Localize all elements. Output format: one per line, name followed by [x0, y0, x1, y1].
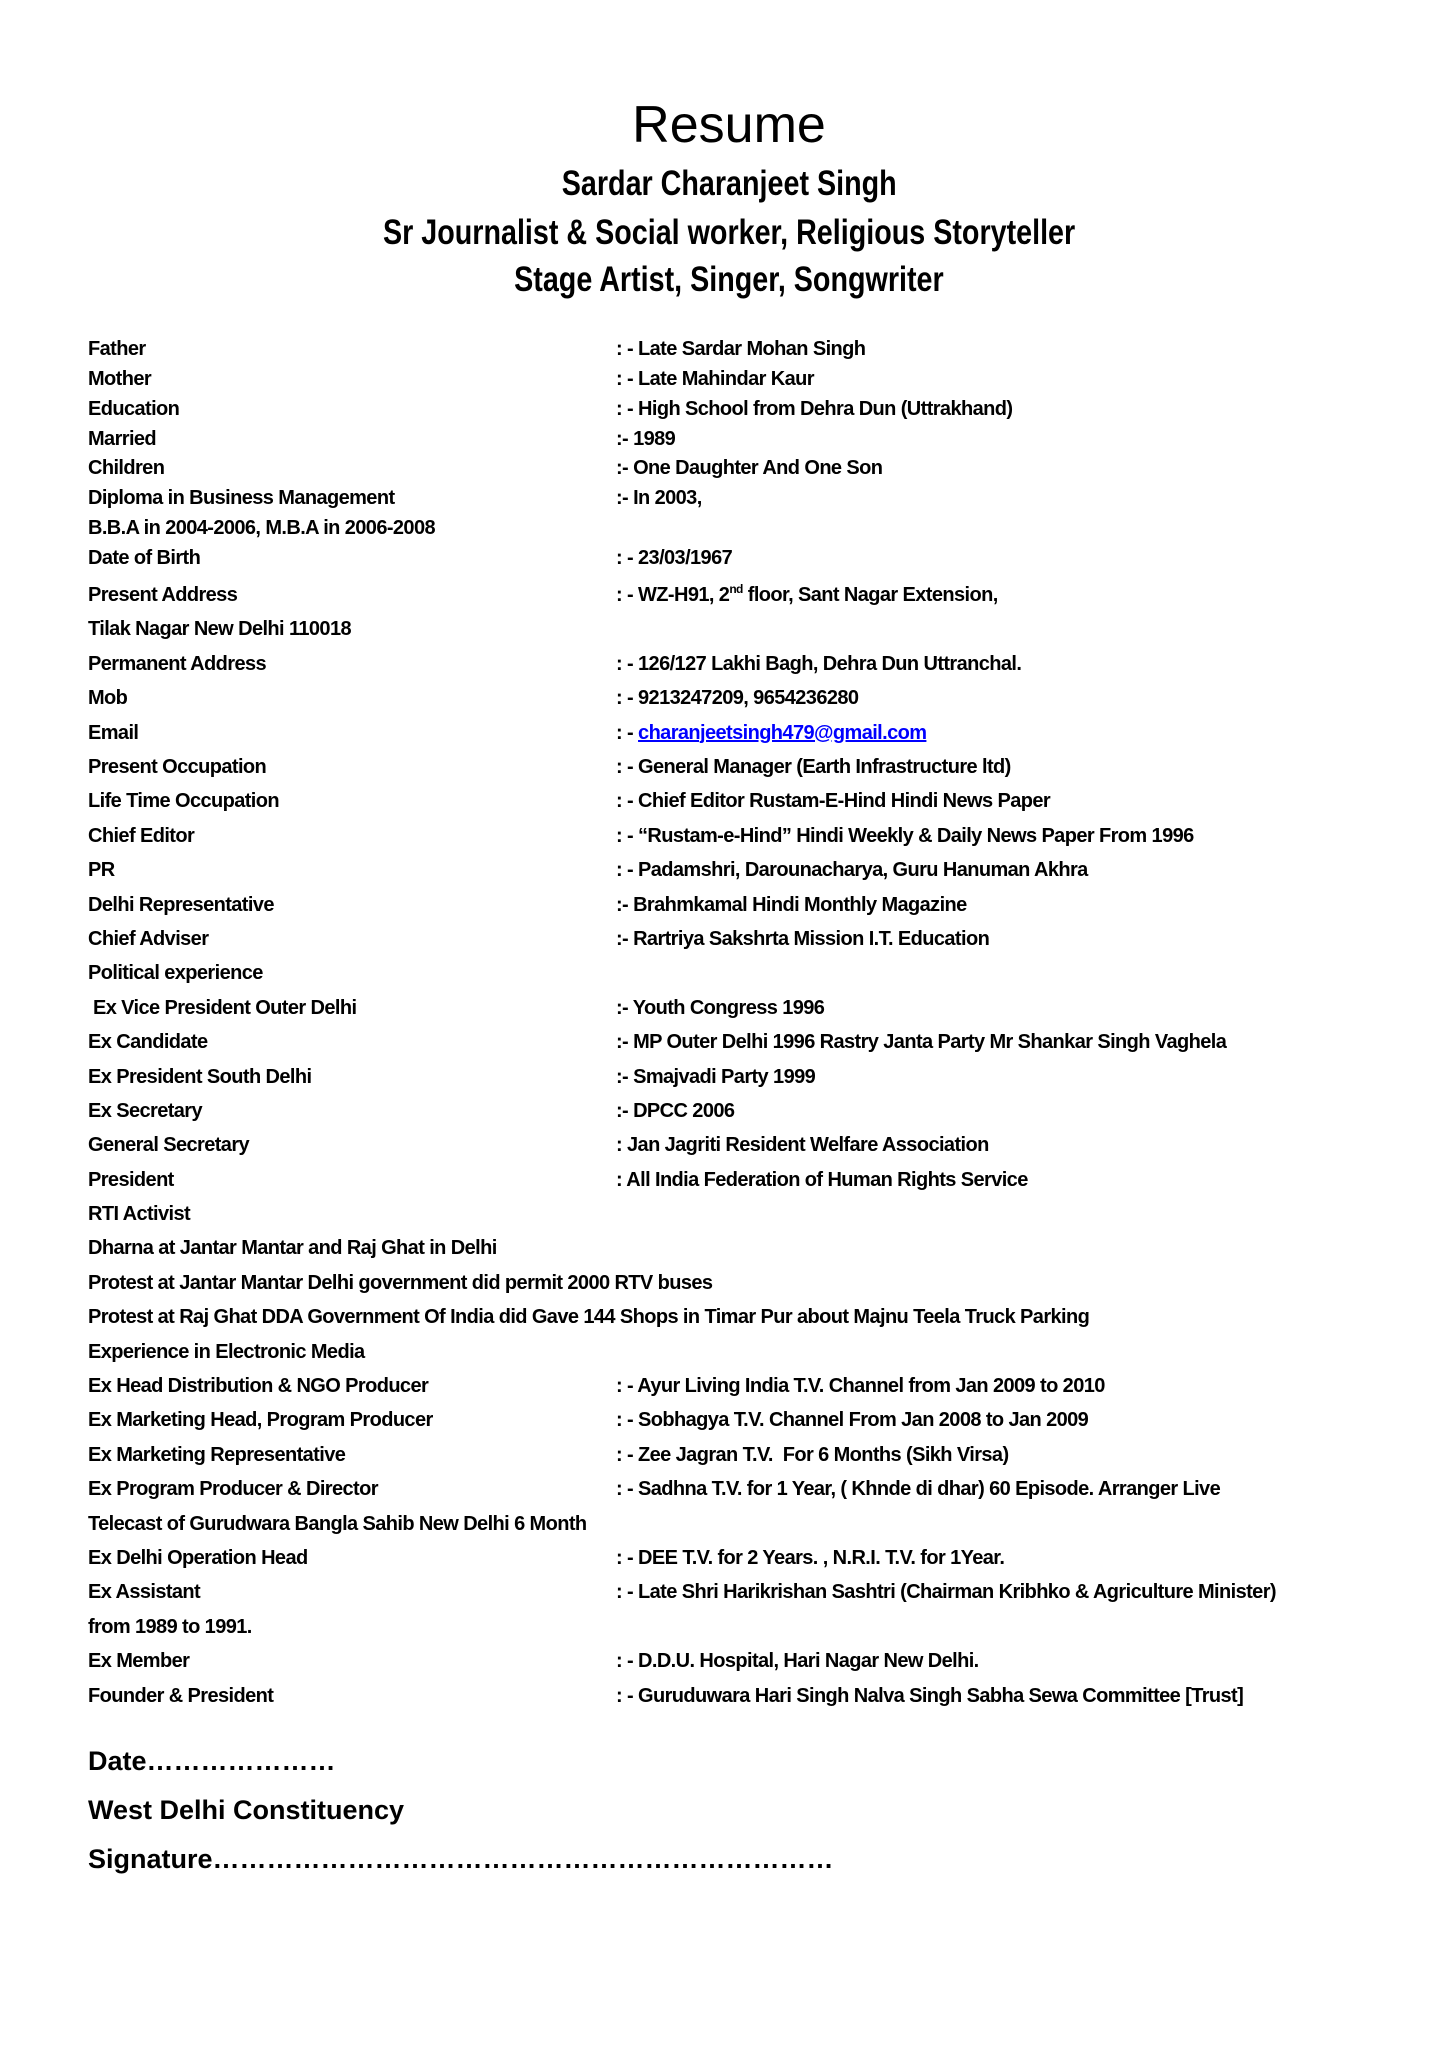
row-value: : - General Manager (Earth Infrastructure ltd) [616, 756, 1011, 778]
row-label: Mother [88, 367, 152, 390]
row-label: Ex Marketing Representative [88, 1443, 346, 1466]
signature-line: Signature…………………………………………………………… [88, 1844, 834, 1874]
row-value: :- DPCC 2006 [616, 1099, 735, 1122]
row-text: Tilak Nagar New Delhi 110018 [88, 618, 351, 641]
row-value: : - DEE T.V. for 2 Years. , N.R.I. T.V. for 1Year. [616, 1546, 1005, 1569]
date-line: Date………………… [88, 1746, 336, 1776]
row-text: Protest at Jantar Mantar Delhi government did permit 2000 RTV buses [88, 1271, 713, 1294]
row-value: :- Rartriya Sakshrta Mission I.T. Education [616, 927, 990, 950]
row-ex-candidate [0, 1029, 1448, 1055]
row-value-text: : - [616, 721, 639, 744]
row-label: Father [88, 337, 146, 360]
row-label: Date of Birth [88, 547, 201, 570]
row-chief-editor [0, 823, 1448, 849]
row-label: Education [88, 397, 180, 420]
row-label: President [88, 1168, 174, 1191]
row-rti-activist [0, 1201, 1448, 1227]
row-label: Chief Editor [88, 824, 195, 847]
resume-title-text: Resume [632, 96, 826, 154]
row-ex-marketing-representative [0, 1442, 1448, 1468]
row-political-experience [0, 960, 1448, 986]
row-father [0, 336, 1448, 362]
row-value: : - Late Shri Harikrishan Sashtri (Chairman Kribhko & Agriculture Minister) [616, 1581, 1276, 1604]
row-label: Diploma in Business Management [88, 487, 395, 510]
row-value: :- One Daughter And One Son [616, 457, 883, 480]
row-label: Permanent Address [88, 652, 267, 675]
row-ex-marketing-head-program-producer [0, 1407, 1448, 1433]
row-value-text-after: floor, Sant Nagar Extension, [742, 584, 998, 606]
row-protest-at-jantar-mantar-delhi-governmen [0, 1270, 1448, 1296]
row-ex-delhi-operation-head [0, 1545, 1448, 1571]
row-president [0, 1167, 1448, 1193]
row-value: : - Late Sardar Mohan Singh [616, 337, 866, 360]
row-value: : - 126/127 Lakhi Bagh, Dehra Dun Uttranchal. [616, 652, 1022, 675]
row-value [616, 582, 998, 608]
row-label: Present Address [88, 584, 238, 606]
row-value: : - Late Mahindar Kaur [616, 367, 814, 390]
row-value: : - Zee Jagran T.V. For 6 Months (Sikh Virsa) [616, 1443, 1009, 1466]
row-education [0, 396, 1448, 422]
row-value: : All India Federation of Human Rights Service [616, 1168, 1028, 1191]
row-label: Founder & President [88, 1684, 274, 1707]
row-text: from 1989 to 1991. [88, 1615, 252, 1638]
row-chief-adviser [0, 926, 1448, 952]
row-text: B.B.A in 2004-2006, M.B.A in 2006-2008 [88, 517, 435, 540]
row-value: : - Chief Editor Rustam-E-Hind Hindi News Paper [616, 790, 1051, 813]
constituency-line: West Delhi Constituency [88, 1795, 405, 1825]
row-value: :- Smajvadi Party 1999 [616, 1065, 816, 1088]
row-value: :- MP Outer Delhi 1996 Rastry Janta Party Mr Shankar Singh Vaghela [616, 1031, 1227, 1054]
person-name [10, 162, 1448, 206]
row-label: Mob [88, 687, 128, 710]
row-text: RTI Activist [88, 1203, 191, 1225]
row-value: : - Sobhagya T.V. Channel From Jan 2008 to Jan 2009 [616, 1409, 1089, 1432]
row-label: Present Occupation [88, 756, 267, 778]
row-label: Ex Assistant [88, 1581, 201, 1604]
row-value: : - Padamshri, Darounacharya, Guru Hanuman Akhra [616, 859, 1088, 882]
row-label: Ex Head Distribution & NGO Producer [88, 1375, 429, 1397]
row-ex-member [0, 1648, 1448, 1674]
row-label: Ex President South Delhi [88, 1065, 312, 1088]
email-link[interactable]: charanjeetsingh479@gmail.com [638, 721, 927, 744]
row-value: :- 1989 [616, 427, 676, 450]
row-label: Children [88, 457, 165, 480]
row-value: : - Guruduwara Hari Singh Nalva Singh Sabha Sewa Committee [Trust] [616, 1684, 1244, 1707]
row-text: Dharna at Jantar Mantar and Raj Ghat in Delhi [88, 1237, 497, 1260]
row-label: General Secretary [88, 1134, 250, 1157]
row-value: :- In 2003, [616, 487, 702, 510]
row-value: : - High School from Dehra Dun (Uttrakhand) [616, 397, 1013, 420]
person-name-text: Sardar Charanjeet Singh [561, 164, 897, 203]
row-ex-vice-president-outer-delhi [0, 995, 1448, 1021]
row-ex-program-producer-director [0, 1476, 1448, 1502]
row-value: : - D.D.U. Hospital, Hari Nagar New Delhi. [616, 1650, 979, 1673]
row-dharna-at-jantar-mantar-and-raj-ghat-in- [0, 1235, 1448, 1261]
row-tilak-nagar-new-delhi-110018 [0, 616, 1448, 642]
row-value: : Jan Jagriti Resident Welfare Association [616, 1134, 989, 1157]
row-label: Life Time Occupation [88, 790, 279, 813]
row-delhi-representative [0, 892, 1448, 918]
row-value [616, 720, 926, 746]
row-label: Ex Delhi Operation Head [88, 1546, 308, 1569]
row-value-text: : - WZ-H91, 2 [616, 584, 730, 606]
row-mother [0, 366, 1448, 392]
profession-line-1-text: Sr Journalist & Social worker, Religious Storyteller [382, 213, 1076, 252]
row-label: Ex Marketing Head, Program Producer [88, 1409, 433, 1432]
row-label: Delhi Representative [88, 893, 274, 916]
row-value: :- Youth Congress 1996 [616, 996, 825, 1019]
row-text: Political experience [88, 962, 263, 985]
row-email [0, 720, 1448, 746]
row-date-of-birth [0, 545, 1448, 571]
row-from-1989-to-1991 [0, 1614, 1448, 1640]
row-protest-at-raj-ghat-dda-government-of-in [0, 1304, 1448, 1330]
row-label: Email [88, 721, 139, 744]
row-present-address [0, 582, 1448, 608]
row-value: : - 23/03/1967 [616, 547, 733, 570]
row-label: Ex Vice President Outer Delhi [88, 996, 357, 1019]
row-value: : - “Rustam-e-Hind” Hindi Weekly & Daily News Paper From 1996 [616, 824, 1194, 847]
row-ex-secretary [0, 1098, 1448, 1124]
row-mob [0, 685, 1448, 711]
profession-line-2 [10, 258, 1448, 302]
row-pr [0, 857, 1448, 883]
row-label: Ex Candidate [88, 1031, 208, 1054]
row-text: Telecast of Gurudwara Bangla Sahib New Delhi 6 Month [88, 1512, 587, 1535]
resume-title [10, 95, 1448, 155]
row-present-occupation [0, 754, 1448, 780]
row-life-time-occupation [0, 788, 1448, 814]
profession-line-2-text: Stage Artist, Singer, Songwriter [514, 260, 944, 299]
row-value: :- Brahmkamal Hindi Monthly Magazine [616, 893, 967, 916]
row-married [0, 426, 1448, 452]
row-general-secretary [0, 1132, 1448, 1158]
row-b-b-a-in-2004-2006-m-b-a-in-2006-2008 [0, 515, 1448, 541]
row-ex-assistant [0, 1579, 1448, 1605]
row-ex-president-south-delhi [0, 1064, 1448, 1090]
row-founder-president [0, 1683, 1448, 1709]
row-label: PR [88, 859, 115, 882]
row-value: : - Ayur Living India T.V. Channel from Jan 2009 to 2010 [616, 1375, 1105, 1397]
row-label: Ex Member [88, 1650, 190, 1673]
row-permanent-address [0, 651, 1448, 677]
row-telecast-of-gurudwara-bangla-sahib-new-d [0, 1511, 1448, 1537]
profession-line-1 [10, 211, 1448, 255]
row-text: Experience in Electronic Media [88, 1340, 365, 1363]
row-text: Protest at Raj Ghat DDA Government Of India did Gave 144 Shops in Timar Pur about Majnu Teela Truck Parking [88, 1306, 1090, 1329]
row-value: : - Sadhna T.V. for 1 Year, ( Khnde di dhar) 60 Episode. Arranger Live [616, 1478, 1221, 1501]
row-label: Ex Secretary [88, 1099, 203, 1122]
row-children [0, 455, 1448, 481]
row-label: Chief Adviser [88, 927, 209, 950]
row-diploma-in-business-management [0, 485, 1448, 511]
row-experience-in-electronic-media [0, 1339, 1448, 1365]
row-label: Ex Program Producer & Director [88, 1478, 378, 1501]
row-ex-head-distribution-ngo-producer [0, 1373, 1448, 1399]
ordinal-superscript: nd [729, 582, 743, 596]
row-value: : - 9213247209, 9654236280 [616, 687, 859, 710]
row-label: Married [88, 427, 157, 450]
